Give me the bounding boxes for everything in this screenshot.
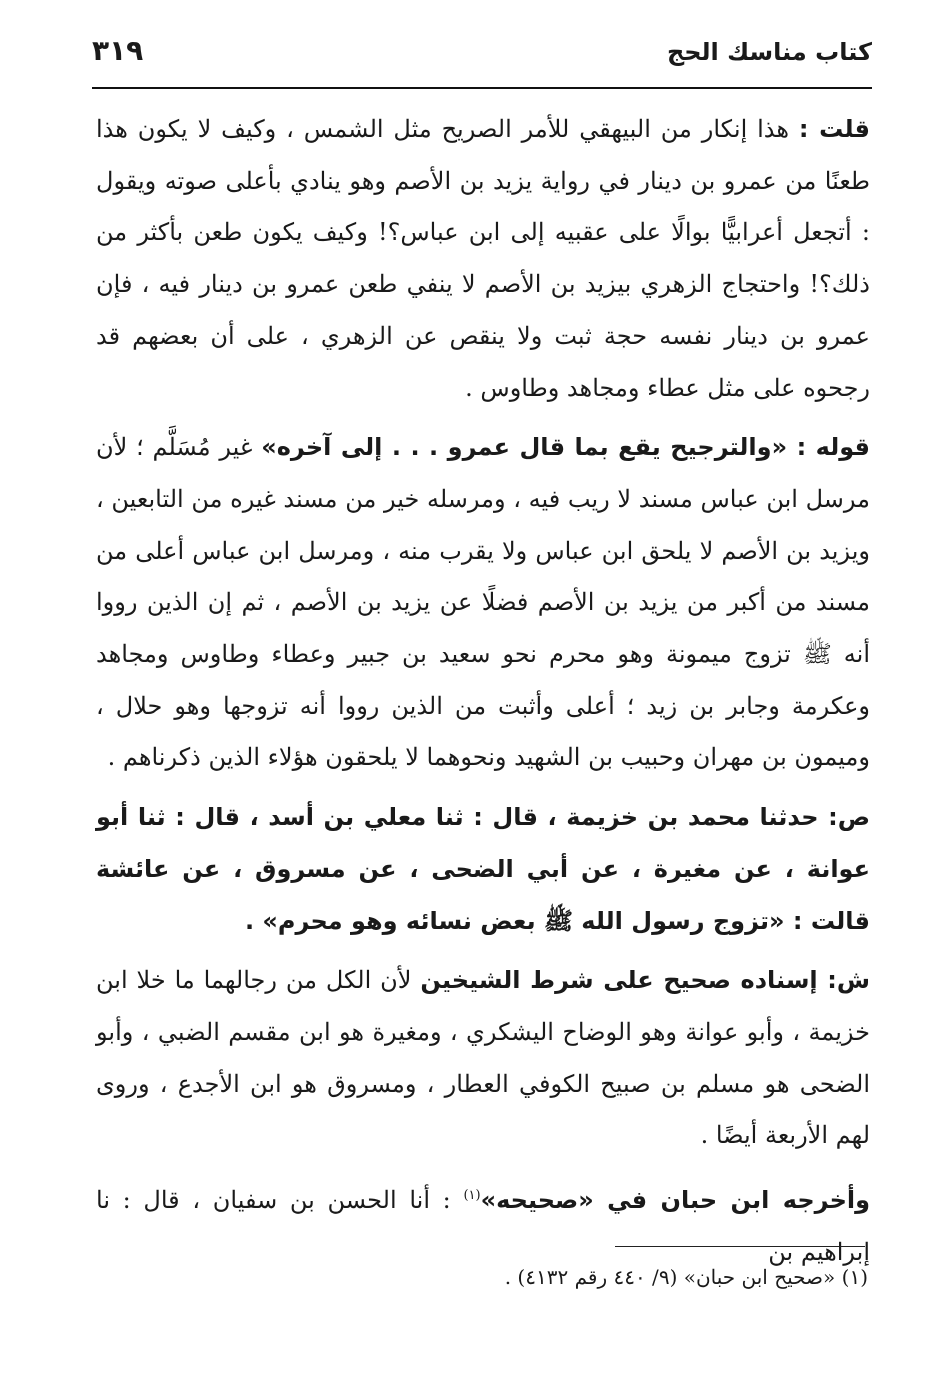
paragraph-text: حدثنا محمد بن خزيمة ، قال : ثنا معلي بن أسد ، قال : ثنا أبو عوانة ، عن مغيرة ، عن أبي الضحى ، عن مسروق ، عن عائشة قالت : «تزوج رسول الله ﷺ بعض نسائه وهو محرم» . [96,803,870,935]
paragraph-text: هذا إنكار من البيهقي للأمر الصريح مثل الشمس ، وكيف لا يكون هذا طعنًا من عمرو بن دينار في رواية يزيد بن الأصم وهو ينادي بأعلى صوته ويقول : أتجعل أعرابيًّا بوالًا على عقبيه إلى ابن عباس؟! وكيف يكون طعن بأكثر من ذلك؟! واحتجاج الزهري بيزيد بن الأصم لا ينفي طعن عمرو بن دينار فيه ، فإن عمرو بن دينار نفسه حجة ثبت ولا ينقص عن الزهري ، على أن بعضهم قد رجحوه على مثل عطاء ومجاهد وطاوس . [96,115,870,402]
footnote-rule [615,1246,865,1247]
header-rule [92,87,872,89]
paragraph-qawluhu [96,422,870,784]
paragraph-qultu [96,104,870,414]
page-header [92,32,872,82]
paragraph-text: : أنا الحسن بن سفيان ، قال : نا إبراهيم بن [96,1186,870,1266]
main-text [96,104,870,1278]
paragraph-lead: قلت : [798,115,870,143]
page-number: ٣١٩ [92,34,144,67]
paragraph-text: غير مُسَلَّم ؛ لأن مرسل ابن عباس مسند لا ريب فيه ، ومرسله خير من مسند غيره من التابعين ، ويزيد بن الأصم لا يلحق ابن عباس ولا يقرب منه ، ومرسل ابن عباس أعلى من مسند من أكبر من يزيد بن الأصم فضلًا عن يزيد بن الأصم ، ثم إن الذين رووا أنه ﷺ تزوج ميمونة وهو محرم نحو سعيد بن جبير وعطاء وطاوس ومجاهد وعكرمة وجابر بن زيد ؛ أعلى وأثبت من الذين رووا أنه تزوجها وهو حلال ، وميمون بن مهران وحبيب بن الشهيد ونحوهما لا يلحقون هؤلاء الذين ذكرناهم . [96,433,870,772]
book-title: كتاب مناسك الحج [666,38,872,66]
paragraph-lead: وأخرجه ابن حبان في «صحيحه» [480,1186,871,1215]
footnote: (١) «صحيح ابن حبان» (٩/ ٤٤٠ رقم ٤١٣٢) . [504,1265,868,1289]
footnote-marker[interactable]: (١) [463,1188,481,1204]
paragraph-sharh [96,955,870,1162]
paragraph-hadith [96,792,870,947]
paragraph-lead: ش: إسناده صحيح على شرط الشيخين [420,966,870,995]
paragraph-lead: ص: [828,803,870,832]
paragraph-text: لأن الكل من رجالهما ما خلا ابن خزيمة ، وأبو عوانة وهو الوضاح اليشكري ، ومغيرة هو ابن مقسم الضبي ، وأبو الضحى هو مسلم بن صبيح الكوفي العطار ، ومسروق هو ابن الأجدع ، وروى لهم الأربعة أيضًا . [96,966,870,1150]
paragraph-lead: قوله : «والترجيح يقع بما قال عمرو . . . إلى آخره» [261,433,870,462]
